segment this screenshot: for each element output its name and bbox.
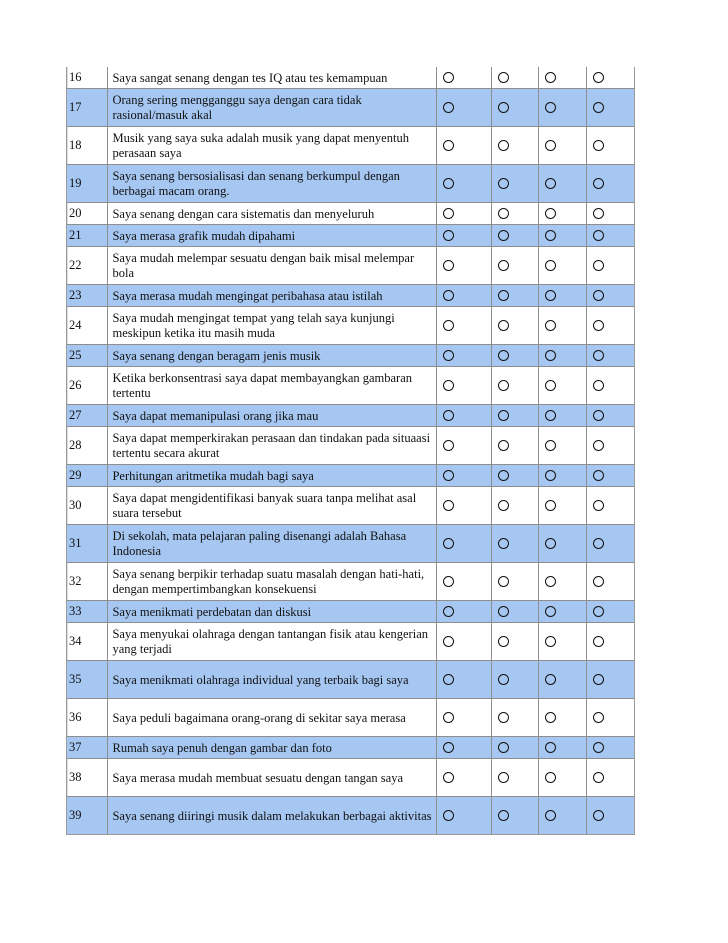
question-number: 35 xyxy=(67,661,108,698)
answer-option-cell xyxy=(437,465,491,486)
table-row xyxy=(67,758,634,796)
table-row xyxy=(67,344,634,366)
answer-option-cell xyxy=(539,563,586,600)
question-text: Saya senang diiringi musik dalam melakukan berbagai aktivitas xyxy=(112,808,432,823)
question-number: 22 xyxy=(67,247,108,284)
radio-button[interactable] xyxy=(498,208,509,219)
radio-button[interactable] xyxy=(498,230,509,241)
radio-button[interactable] xyxy=(593,440,604,451)
answer-option-cell xyxy=(437,699,491,736)
question-number: 32 xyxy=(67,563,108,600)
radio-button[interactable] xyxy=(443,606,454,617)
answer-option-cell xyxy=(492,737,539,758)
radio-button[interactable] xyxy=(443,102,454,113)
answer-option-cell xyxy=(587,427,634,464)
answer-option-cell xyxy=(492,127,539,164)
radio-button[interactable] xyxy=(498,712,509,723)
question-text: Saya senang dengan cara sistematis dan menyeluruh xyxy=(112,206,375,221)
question-text: Saya mudah melempar sesuatu dengan baik misal melempar bola xyxy=(112,251,415,280)
radio-button[interactable] xyxy=(545,410,556,421)
answer-option-cell xyxy=(437,225,491,246)
radio-button[interactable] xyxy=(443,140,454,151)
question-text: Saya peduli bagaimana orang-orang di sekitar saya merasa xyxy=(112,710,406,725)
radio-button[interactable] xyxy=(545,72,556,83)
radio-button[interactable] xyxy=(443,470,454,481)
radio-button[interactable] xyxy=(498,636,509,647)
question-cell xyxy=(108,405,437,426)
answer-option-cell xyxy=(539,405,586,426)
radio-button[interactable] xyxy=(593,350,604,361)
radio-button[interactable] xyxy=(498,380,509,391)
answer-option-cell xyxy=(587,67,634,88)
answer-option-cell xyxy=(492,661,539,698)
table-row xyxy=(67,404,634,426)
radio-button[interactable] xyxy=(498,260,509,271)
question-cell xyxy=(108,699,437,736)
answer-option-cell xyxy=(587,127,634,164)
question-number: 18 xyxy=(67,127,108,164)
answer-option-cell xyxy=(437,487,491,524)
radio-button[interactable] xyxy=(545,538,556,549)
answer-option-cell xyxy=(492,367,539,404)
question-number: 33 xyxy=(67,601,108,622)
answer-option-cell xyxy=(539,89,586,126)
radio-button[interactable] xyxy=(593,606,604,617)
answer-option-cell xyxy=(437,623,491,660)
question-cell xyxy=(108,525,437,562)
radio-button[interactable] xyxy=(498,178,509,189)
radio-button[interactable] xyxy=(443,260,454,271)
question-number: 17 xyxy=(67,89,108,126)
answer-option-cell xyxy=(492,247,539,284)
radio-button[interactable] xyxy=(443,810,454,821)
question-cell xyxy=(108,465,437,486)
answer-option-cell xyxy=(539,601,586,622)
question-number: 23 xyxy=(67,285,108,306)
answer-option-cell xyxy=(492,427,539,464)
radio-button[interactable] xyxy=(498,742,509,753)
answer-option-cell xyxy=(437,759,491,796)
radio-button[interactable] xyxy=(443,772,454,783)
table-row xyxy=(67,698,634,736)
question-cell xyxy=(108,127,437,164)
radio-button[interactable] xyxy=(443,440,454,451)
questionnaire-table xyxy=(66,67,635,835)
answer-option-cell xyxy=(587,405,634,426)
radio-button[interactable] xyxy=(593,208,604,219)
table-row xyxy=(67,524,634,562)
answer-option-cell xyxy=(539,661,586,698)
answer-option-cell xyxy=(437,601,491,622)
radio-button[interactable] xyxy=(498,606,509,617)
question-cell xyxy=(108,623,437,660)
answer-option-cell xyxy=(587,759,634,796)
question-text: Saya merasa mudah membuat sesuatu dengan tangan saya xyxy=(112,770,404,785)
question-number: 28 xyxy=(67,427,108,464)
radio-button[interactable] xyxy=(498,140,509,151)
answer-option-cell xyxy=(492,759,539,796)
question-cell xyxy=(108,165,437,202)
answer-option-cell xyxy=(587,247,634,284)
answer-option-cell xyxy=(587,465,634,486)
table-row xyxy=(67,306,634,344)
question-text: Saya sangat senang dengan tes IQ atau tes kemampuan xyxy=(112,70,388,85)
radio-button[interactable] xyxy=(498,350,509,361)
question-text: Saya senang berpikir terhadap suatu masalah dengan hati-hati, dengan mempertimbangkan konsekuensi xyxy=(112,567,425,596)
question-cell xyxy=(108,737,437,758)
answer-option-cell xyxy=(492,465,539,486)
table-row xyxy=(67,600,634,622)
answer-option-cell xyxy=(492,67,539,88)
answer-option-cell xyxy=(539,247,586,284)
question-cell xyxy=(108,307,437,344)
answer-option-cell xyxy=(437,405,491,426)
table-row xyxy=(67,284,634,306)
radio-button[interactable] xyxy=(593,230,604,241)
answer-option-cell xyxy=(587,165,634,202)
answer-option-cell xyxy=(437,737,491,758)
question-number: 38 xyxy=(67,759,108,796)
radio-button[interactable] xyxy=(443,538,454,549)
answer-option-cell xyxy=(587,661,634,698)
question-cell xyxy=(108,487,437,524)
answer-option-cell xyxy=(492,225,539,246)
answer-option-cell xyxy=(437,165,491,202)
answer-option-cell xyxy=(437,525,491,562)
answer-option-cell xyxy=(492,405,539,426)
radio-button[interactable] xyxy=(545,140,556,151)
question-cell xyxy=(108,427,437,464)
radio-button[interactable] xyxy=(545,230,556,241)
radio-button[interactable] xyxy=(498,410,509,421)
question-text: Rumah saya penuh dengan gambar dan foto xyxy=(112,740,332,755)
question-text: Saya dapat memanipulasi orang jika mau xyxy=(112,408,319,423)
radio-button[interactable] xyxy=(443,178,454,189)
question-number: 29 xyxy=(67,465,108,486)
question-number: 27 xyxy=(67,405,108,426)
answer-option-cell xyxy=(539,285,586,306)
question-cell xyxy=(108,67,437,88)
question-text: Perhitungan aritmetika mudah bagi saya xyxy=(112,468,314,483)
answer-option-cell xyxy=(539,67,586,88)
radio-button[interactable] xyxy=(443,290,454,301)
radio-button[interactable] xyxy=(545,636,556,647)
radio-button[interactable] xyxy=(498,538,509,549)
answer-option-cell xyxy=(539,487,586,524)
radio-button[interactable] xyxy=(593,178,604,189)
radio-button[interactable] xyxy=(498,320,509,331)
radio-button[interactable] xyxy=(593,320,604,331)
question-text: Saya dapat memperkirakan perasaan dan tindakan pada situaasi tertentu secara akurat xyxy=(112,431,431,460)
answer-option-cell xyxy=(539,127,586,164)
answer-option-cell xyxy=(539,225,586,246)
answer-option-cell xyxy=(539,307,586,344)
question-number: 21 xyxy=(67,225,108,246)
answer-option-cell xyxy=(539,465,586,486)
radio-button[interactable] xyxy=(498,674,509,685)
radio-button[interactable] xyxy=(545,440,556,451)
answer-option-cell xyxy=(539,367,586,404)
question-number: 37 xyxy=(67,737,108,758)
radio-button[interactable] xyxy=(498,290,509,301)
answer-option-cell xyxy=(437,67,491,88)
radio-button[interactable] xyxy=(498,470,509,481)
answer-option-cell xyxy=(587,737,634,758)
table-row xyxy=(67,67,634,88)
question-cell xyxy=(108,367,437,404)
question-number: 31 xyxy=(67,525,108,562)
radio-button[interactable] xyxy=(593,576,604,587)
radio-button[interactable] xyxy=(545,500,556,511)
answer-option-cell xyxy=(539,759,586,796)
answer-option-cell xyxy=(587,699,634,736)
answer-option-cell xyxy=(492,797,539,834)
radio-button[interactable] xyxy=(593,500,604,511)
radio-button[interactable] xyxy=(443,380,454,391)
radio-button[interactable] xyxy=(443,712,454,723)
answer-option-cell xyxy=(437,203,491,224)
answer-option-cell xyxy=(539,737,586,758)
radio-button[interactable] xyxy=(593,410,604,421)
answer-option-cell xyxy=(437,367,491,404)
question-text: Ketika berkonsentrasi saya dapat membayangkan gambaran tertentu xyxy=(112,371,413,400)
answer-option-cell xyxy=(437,127,491,164)
answer-option-cell xyxy=(492,285,539,306)
answer-option-cell xyxy=(587,525,634,562)
radio-button[interactable] xyxy=(545,380,556,391)
radio-button[interactable] xyxy=(545,290,556,301)
answer-option-cell xyxy=(587,307,634,344)
radio-button[interactable] xyxy=(545,772,556,783)
radio-button[interactable] xyxy=(593,712,604,723)
radio-button[interactable] xyxy=(593,470,604,481)
answer-option-cell xyxy=(437,247,491,284)
radio-button[interactable] xyxy=(443,674,454,685)
radio-button[interactable] xyxy=(545,102,556,113)
radio-button[interactable] xyxy=(593,102,604,113)
radio-button[interactable] xyxy=(545,810,556,821)
answer-option-cell xyxy=(492,345,539,366)
question-text: Saya senang bersosialisasi dan senang berkumpul dengan berbagai macam orang. xyxy=(112,169,400,198)
radio-button[interactable] xyxy=(545,606,556,617)
table-row xyxy=(67,426,634,464)
question-text: Di sekolah, mata pelajaran paling disenangi adalah Bahasa Indonesia xyxy=(112,529,407,558)
radio-button[interactable] xyxy=(593,772,604,783)
answer-option-cell xyxy=(492,563,539,600)
question-text: Saya merasa grafik mudah dipahami xyxy=(112,228,296,243)
answer-option-cell xyxy=(492,203,539,224)
table-row xyxy=(67,88,634,126)
question-text: Saya menikmati perdebatan dan diskusi xyxy=(112,604,312,619)
answer-option-cell xyxy=(437,285,491,306)
table-row xyxy=(67,366,634,404)
question-cell xyxy=(108,601,437,622)
table-row xyxy=(67,126,634,164)
radio-button[interactable] xyxy=(498,810,509,821)
question-number: 34 xyxy=(67,623,108,660)
answer-option-cell xyxy=(587,367,634,404)
answer-option-cell xyxy=(539,797,586,834)
radio-button[interactable] xyxy=(443,350,454,361)
question-cell xyxy=(108,661,437,698)
answer-option-cell xyxy=(587,563,634,600)
table-row xyxy=(67,562,634,600)
question-number: 25 xyxy=(67,345,108,366)
radio-button[interactable] xyxy=(545,350,556,361)
radio-button[interactable] xyxy=(498,72,509,83)
question-cell xyxy=(108,563,437,600)
question-number: 24 xyxy=(67,307,108,344)
radio-button[interactable] xyxy=(545,320,556,331)
radio-button[interactable] xyxy=(545,742,556,753)
answer-option-cell xyxy=(539,203,586,224)
answer-option-cell xyxy=(492,601,539,622)
answer-option-cell xyxy=(492,165,539,202)
radio-button[interactable] xyxy=(498,576,509,587)
answer-option-cell xyxy=(587,225,634,246)
table-row xyxy=(67,464,634,486)
radio-button[interactable] xyxy=(545,208,556,219)
answer-option-cell xyxy=(539,699,586,736)
radio-button[interactable] xyxy=(443,208,454,219)
radio-button[interactable] xyxy=(545,576,556,587)
radio-button[interactable] xyxy=(593,538,604,549)
answer-option-cell xyxy=(437,661,491,698)
table-row xyxy=(67,660,634,698)
radio-button[interactable] xyxy=(545,178,556,189)
radio-button[interactable] xyxy=(593,674,604,685)
radio-button[interactable] xyxy=(498,772,509,783)
radio-button[interactable] xyxy=(593,380,604,391)
question-number: 39 xyxy=(67,797,108,834)
question-number: 26 xyxy=(67,367,108,404)
answer-option-cell xyxy=(587,487,634,524)
radio-button[interactable] xyxy=(443,230,454,241)
radio-button[interactable] xyxy=(498,500,509,511)
table-row xyxy=(67,164,634,202)
answer-option-cell xyxy=(539,165,586,202)
answer-option-cell xyxy=(492,307,539,344)
radio-button[interactable] xyxy=(443,500,454,511)
table-row xyxy=(67,796,634,834)
question-number: 30 xyxy=(67,487,108,524)
answer-option-cell xyxy=(437,345,491,366)
radio-button[interactable] xyxy=(593,290,604,301)
question-cell xyxy=(108,89,437,126)
answer-option-cell xyxy=(437,427,491,464)
radio-button[interactable] xyxy=(443,320,454,331)
radio-button[interactable] xyxy=(545,260,556,271)
question-cell xyxy=(108,797,437,834)
answer-option-cell xyxy=(587,89,634,126)
question-cell xyxy=(108,285,437,306)
question-text: Saya mudah mengingat tempat yang telah saya kunjungi meskipun ketika itu masih muda xyxy=(112,311,395,340)
answer-option-cell xyxy=(539,427,586,464)
answer-option-cell xyxy=(539,525,586,562)
answer-option-cell xyxy=(492,699,539,736)
question-cell xyxy=(108,247,437,284)
radio-button[interactable] xyxy=(593,636,604,647)
question-number: 36 xyxy=(67,699,108,736)
question-number: 19 xyxy=(67,165,108,202)
answer-option-cell xyxy=(539,345,586,366)
answer-option-cell xyxy=(587,203,634,224)
radio-button[interactable] xyxy=(443,576,454,587)
radio-button[interactable] xyxy=(443,636,454,647)
radio-button[interactable] xyxy=(443,742,454,753)
radio-button[interactable] xyxy=(593,72,604,83)
answer-option-cell xyxy=(587,797,634,834)
radio-button[interactable] xyxy=(443,410,454,421)
question-text: Saya menikmati olahraga individual yang terbaik bagi saya xyxy=(112,672,409,687)
question-cell xyxy=(108,203,437,224)
table-row xyxy=(67,736,634,758)
radio-button[interactable] xyxy=(593,810,604,821)
table-row xyxy=(67,486,634,524)
table-row xyxy=(67,202,634,224)
radio-button[interactable] xyxy=(545,470,556,481)
answer-option-cell xyxy=(437,89,491,126)
question-text: Saya menyukai olahraga dengan tantangan fisik atau kengerian yang terjadi xyxy=(112,627,428,656)
radio-button[interactable] xyxy=(498,440,509,451)
question-text: Orang sering mengganggu saya dengan cara tidak rasional/masuk akal xyxy=(112,93,362,122)
table-row xyxy=(67,246,634,284)
answer-option-cell xyxy=(492,623,539,660)
question-text: Saya senang dengan beragam jenis musik xyxy=(112,348,321,363)
answer-option-cell xyxy=(587,601,634,622)
answer-option-cell xyxy=(437,797,491,834)
table-row xyxy=(67,224,634,246)
answer-option-cell xyxy=(539,623,586,660)
radio-button[interactable] xyxy=(498,102,509,113)
answer-option-cell xyxy=(587,345,634,366)
question-cell xyxy=(108,345,437,366)
answer-option-cell xyxy=(587,623,634,660)
question-number: 16 xyxy=(67,67,108,88)
answer-option-cell xyxy=(492,525,539,562)
radio-button[interactable] xyxy=(545,674,556,685)
table-row xyxy=(67,622,634,660)
question-cell xyxy=(108,759,437,796)
answer-option-cell xyxy=(587,285,634,306)
radio-button[interactable] xyxy=(545,712,556,723)
answer-option-cell xyxy=(437,307,491,344)
answer-option-cell xyxy=(492,487,539,524)
question-text: Saya dapat mengidentifikasi banyak suara tanpa melihat asal suara tersebut xyxy=(112,491,417,520)
radio-button[interactable] xyxy=(593,260,604,271)
answer-option-cell xyxy=(492,89,539,126)
radio-button[interactable] xyxy=(593,140,604,151)
radio-button[interactable] xyxy=(443,72,454,83)
question-number: 20 xyxy=(67,203,108,224)
question-text: Musik yang saya suka adalah musik yang dapat menyentuh perasaan saya xyxy=(112,131,409,160)
radio-button[interactable] xyxy=(593,742,604,753)
question-cell xyxy=(108,225,437,246)
question-text: Saya merasa mudah mengingat peribahasa atau istilah xyxy=(112,288,383,303)
answer-option-cell xyxy=(437,563,491,600)
